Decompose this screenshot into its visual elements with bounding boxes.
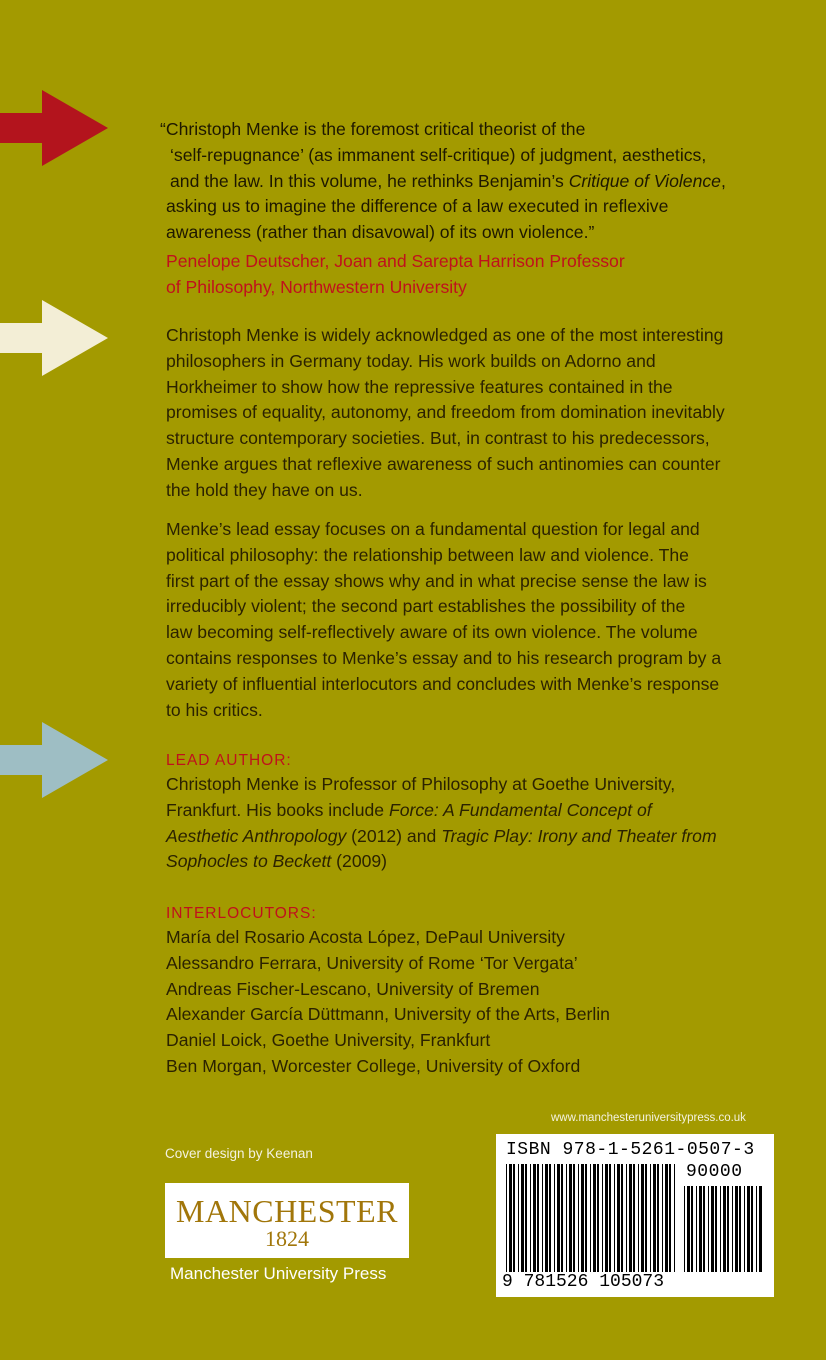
isbn-label: ISBN 978-1-5261-0507-3	[506, 1140, 755, 1160]
book-title: Force: A Fundamental Concept of	[388, 799, 652, 820]
barcode-bar	[626, 1164, 627, 1272]
quote-line: asking us to imagine the difference of a law executed in reflexive	[166, 196, 669, 217]
list-item: Alexander García Düttmann, University of the Arts, Berlin	[166, 1004, 610, 1025]
barcode-bar	[593, 1164, 596, 1272]
paragraph-line: philosophers in Germany today. His work builds on Adorno and	[166, 350, 656, 371]
barcode-bar	[549, 1164, 551, 1272]
paragraph-line: promises of equality, autonomy, and freedom from domination inevitably	[166, 402, 725, 423]
book-title: Critique of Violence	[568, 170, 721, 191]
bio-line	[166, 849, 786, 875]
barcode-bar	[530, 1164, 531, 1272]
barcode-bar	[554, 1164, 555, 1272]
barcode-bar	[727, 1186, 729, 1272]
barcode-bar	[699, 1186, 702, 1272]
barcode-bar	[674, 1164, 675, 1272]
barcode-bar	[513, 1164, 515, 1272]
barcode-bar	[578, 1164, 579, 1272]
book-title: Sophocles to Beckett	[166, 851, 332, 872]
endorsement-quote	[160, 117, 770, 246]
interlocutors-section	[166, 903, 786, 1080]
barcode-bar	[609, 1164, 611, 1272]
barcode-bar	[696, 1186, 697, 1272]
barcode-bar	[715, 1186, 717, 1272]
quote-line: awareness (rather than disavowal) of its own violence.”	[166, 222, 595, 243]
quote-line: ‘self-repugnance’ (as immanent self-critique) of judgment, aesthetics,	[170, 144, 707, 165]
paragraph-line: to his critics.	[166, 699, 263, 720]
paragraph-line: Christoph Menke is widely acknowledged as one of the most interesting	[166, 325, 724, 345]
description-paragraph-2	[166, 517, 786, 723]
barcode-bar	[566, 1164, 567, 1272]
barcode-bar	[759, 1186, 762, 1272]
quote-line	[160, 169, 770, 195]
description-paragraph-1	[166, 323, 786, 504]
paragraph-line: irreducibly violent; the second part establishes the possibility of the	[166, 596, 686, 617]
barcode-bar	[739, 1186, 741, 1272]
barcode-bar	[711, 1186, 714, 1272]
barcode-bar	[581, 1164, 584, 1272]
paragraph-line: Menke argues that reflexive awareness of such antinomies can counter	[166, 453, 721, 474]
barcode-bar	[735, 1186, 738, 1272]
paragraph-line: contains responses to Menke’s essay and to his research program by a	[166, 647, 722, 668]
barcode-bar	[747, 1186, 750, 1272]
bio-line	[166, 798, 786, 824]
barcode-bar	[569, 1164, 572, 1272]
barcode-bar	[708, 1186, 709, 1272]
paragraph-line: first part of the essay shows why and in what precise sense the law is	[166, 570, 707, 591]
barcode-bar	[506, 1164, 507, 1272]
barcode-bar	[557, 1164, 560, 1272]
barcode-bar	[684, 1186, 685, 1272]
list-item: Ben Morgan, Worcester College, University of Oxford	[166, 1055, 581, 1076]
bio-text: (2012) and	[346, 825, 442, 846]
red-arrow-shape	[0, 90, 108, 166]
barcode-bar	[645, 1164, 647, 1272]
ean-number: 9 781526 105073	[502, 1272, 665, 1292]
attribution-line: Penelope Deutscher, Joan and Sarepta Harrison Professor	[166, 251, 625, 271]
barcode-bar	[638, 1164, 639, 1272]
logo-name: MANCHESTER	[176, 1193, 398, 1229]
list-item: Daniel Loick, Goethe University, Frankfurt	[166, 1030, 491, 1051]
barcode-bar	[621, 1164, 623, 1272]
barcode-bar	[665, 1164, 668, 1272]
cover-design-credit: Cover design by Keenan	[165, 1146, 313, 1161]
barcode-bar	[641, 1164, 644, 1272]
paragraph-line: political philosophy: the relationship between law and violence. The	[166, 544, 689, 565]
barcode-bar	[545, 1164, 548, 1272]
barcode-bar	[657, 1164, 659, 1272]
attribution-line: of Philosophy, Northwestern University	[166, 276, 467, 297]
barcode-bar	[525, 1164, 527, 1272]
paragraph-line: law becoming self-reflectively aware of its own violence. The volume	[166, 622, 698, 643]
barcode-bar	[518, 1164, 519, 1272]
red-arrow-icon	[0, 88, 110, 168]
logo-year: 1824	[265, 1226, 309, 1251]
barcode-bar	[597, 1164, 599, 1272]
barcode-bar	[561, 1164, 563, 1272]
interlocutors-heading: INTERLOCUTORS:	[166, 905, 317, 922]
price-code: 90000	[686, 1162, 743, 1182]
addon-barcode-bars	[684, 1186, 762, 1272]
barcode-bar	[653, 1164, 656, 1272]
quote-line-text: and the law. In this volume, he rethinks Benjamin’s	[170, 170, 569, 191]
lead-author-heading: LEAD AUTHOR:	[166, 752, 292, 769]
book-title: Aesthetic Anthropology	[166, 825, 347, 846]
bio-text: (2009)	[331, 851, 388, 872]
barcode-bar	[585, 1164, 587, 1272]
barcode-bar	[650, 1164, 651, 1272]
barcode-bar	[590, 1164, 591, 1272]
book-title: Tragic Play: Irony and Theater from	[441, 825, 717, 846]
barcode-bar	[605, 1164, 608, 1272]
blue-arrow-icon	[0, 720, 110, 800]
barcode-bar	[732, 1186, 733, 1272]
paragraph-line: variety of influential interlocutors and concludes with Menke’s response	[166, 673, 720, 694]
publisher-website: www.manchesteruniversitypress.co.uk	[551, 1112, 746, 1124]
barcode-bar	[573, 1164, 575, 1272]
barcode-bar	[703, 1186, 705, 1272]
cream-arrow-shape	[0, 300, 108, 376]
quote-line: “Christoph Menke is the foremost critical theorist of the	[160, 119, 586, 139]
publisher-name: Manchester University Press	[170, 1264, 387, 1283]
bio-text: Frankfurt. His books include	[166, 799, 389, 820]
ean-barcode-bars	[506, 1164, 678, 1272]
lead-author-bio	[166, 772, 786, 875]
paragraph-line: Horkheimer to show how the repressive features contained in the	[166, 376, 673, 397]
lead-author-section	[166, 750, 786, 875]
barcode-bar	[614, 1164, 615, 1272]
barcode-bar	[723, 1186, 726, 1272]
quote-attribution	[166, 249, 766, 301]
barcode-bar	[521, 1164, 524, 1272]
barcode-bar	[602, 1164, 603, 1272]
barcode-bar	[537, 1164, 539, 1272]
bio-line	[166, 824, 786, 850]
list-item: Andreas Fischer-Lescano, University of Bremen	[166, 978, 540, 999]
barcode	[496, 1134, 774, 1297]
barcode-bar	[691, 1186, 693, 1272]
barcode-bar	[617, 1164, 620, 1272]
barcode-bar	[633, 1164, 635, 1272]
publisher-logo	[165, 1183, 409, 1258]
list-item: María del Rosario Acosta López, DePaul University	[166, 927, 565, 947]
barcode-bar	[662, 1164, 663, 1272]
paragraph-line: structure contemporary societies. But, in contrast to his predecessors,	[166, 428, 710, 449]
barcode-bar	[720, 1186, 721, 1272]
barcode-bar	[509, 1164, 512, 1272]
interlocutors-list	[166, 925, 786, 1080]
barcode-bar	[687, 1186, 690, 1272]
barcode-bar	[751, 1186, 753, 1272]
cream-arrow-icon	[0, 298, 110, 378]
barcode-bar	[756, 1186, 757, 1272]
barcode-bar	[542, 1164, 543, 1272]
blue-arrow-shape	[0, 722, 108, 798]
quote-line-text: ,	[720, 170, 726, 191]
paragraph-line: the hold they have on us.	[166, 479, 363, 500]
bio-line: Christoph Menke is Professor of Philosophy at Goethe University,	[166, 774, 676, 794]
barcode-bar	[744, 1186, 745, 1272]
barcode-bar	[629, 1164, 632, 1272]
paragraph-line: Menke’s lead essay focuses on a fundamental question for legal and	[166, 519, 700, 539]
list-item: Alessandro Ferrara, University of Rome ‘Tor Vergata’	[166, 952, 578, 973]
barcode-bar	[533, 1164, 536, 1272]
barcode-bar	[669, 1164, 671, 1272]
